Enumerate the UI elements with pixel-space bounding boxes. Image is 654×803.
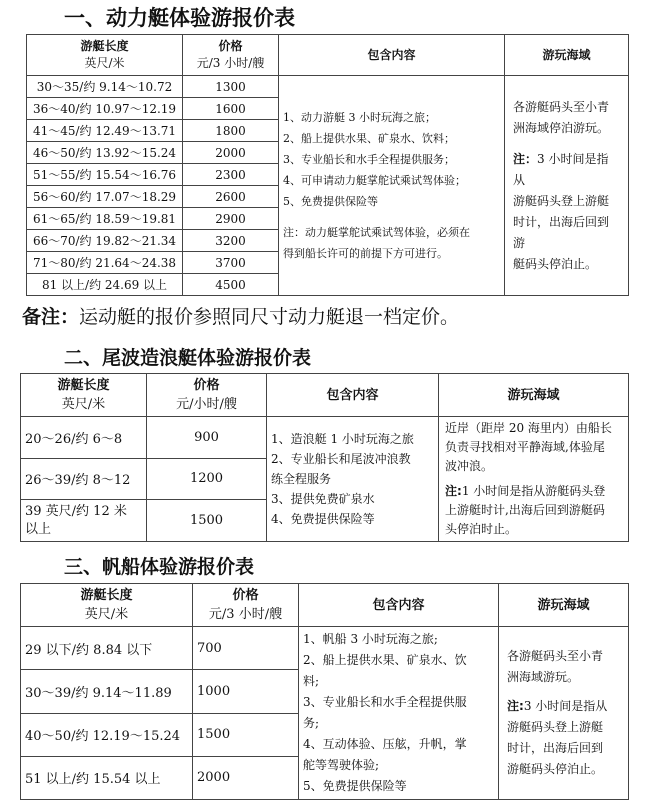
length-cell: 39 英尺/约 12 米 以上 <box>21 500 147 542</box>
header-area: 游玩海域 <box>499 584 629 627</box>
price-cell: 1200 <box>147 458 267 500</box>
price-cell: 700 <box>193 627 299 670</box>
table-header-row <box>21 374 629 417</box>
includes-cell: 1、帆船 3 小时玩海之旅; 2、船上提供水果、矿泉水、饮 料; 3、专业船长和水手全程提供服 务; 4、互动体验、压舷，升帆，掌 舵等驾驶体验; 5、免费提供保险等 <box>299 627 499 800</box>
powerboat-price-table <box>26 34 629 296</box>
length-cell: 20～26/约 6～8 <box>21 417 147 459</box>
section3-title: 三、帆船体验游报价表 <box>64 556 255 578</box>
length-cell: 26～39/约 8～12 <box>21 458 147 500</box>
length-cell: 81 以上/约 24.69 以上 <box>27 274 183 296</box>
length-cell: 30～35/约 9.14～10.72 <box>27 76 183 98</box>
length-cell: 51～55/约 15.54～16.76 <box>27 164 183 186</box>
area-cell: 近岸（距岸 20 海里内）由船长 负责寻找相对平静海域,体验尾 波冲浪。 注:1 小时间是指从游艇码头登 上游艇时计,出海后回到游艇码 头停泊时止。 <box>439 417 629 542</box>
header-includes: 包含内容 <box>267 374 439 417</box>
area-cell: 各游艇码头至小青 洲海域游玩。 注:3 小时间是指从 游艇码头登上游艇 时计，出海后回到 游艇码头停泊止。 <box>499 627 629 800</box>
length-cell: 66～70/约 19.82～21.34 <box>27 230 183 252</box>
table-row <box>21 627 629 670</box>
price-cell: 1500 <box>147 500 267 542</box>
price-cell: 4500 <box>183 274 279 296</box>
remark <box>22 302 459 329</box>
length-cell: 61～65/约 18.59～19.81 <box>27 208 183 230</box>
remark-text: 运动艇的报价参照同尺寸动力艇退一档定价。 <box>79 306 460 328</box>
section2-title: 二、尾波造浪艇体验游报价表 <box>64 347 312 369</box>
header-length: 游艇长度 英尺/米 <box>27 35 183 76</box>
length-cell: 41～45/约 12.49～13.71 <box>27 120 183 142</box>
length-cell: 51 以上/约 15.54 以上 <box>21 756 193 799</box>
price-cell: 2000 <box>193 756 299 799</box>
price-cell: 2600 <box>183 186 279 208</box>
table-header-row <box>21 584 629 627</box>
price-cell: 3700 <box>183 252 279 274</box>
length-cell: 71～80/约 21.64～24.38 <box>27 252 183 274</box>
header-length: 游艇长度 英尺/米 <box>21 584 193 627</box>
length-cell: 29 以下/约 8.84 以下 <box>21 627 193 670</box>
header-price: 价格 元/3 小时/艘 <box>193 584 299 627</box>
length-cell: 36～40/约 10.97～12.19 <box>27 98 183 120</box>
price-cell: 2000 <box>183 142 279 164</box>
price-cell: 1500 <box>193 713 299 756</box>
price-cell: 3200 <box>183 230 279 252</box>
header-area: 游玩海域 <box>439 374 629 417</box>
section1-title: 一、动力艇体验游报价表 <box>64 6 295 30</box>
price-cell: 1000 <box>193 670 299 713</box>
sailboat-price-table <box>20 583 629 800</box>
length-cell: 46～50/约 13.92～15.24 <box>27 142 183 164</box>
header-price: 价格 元/小时/艘 <box>147 374 267 417</box>
wakeboat-price-table <box>20 373 629 542</box>
table-header-row <box>27 35 629 76</box>
area-cell: 各游艇码头至小青 洲海域停泊游玩。 注：3 小时间是指从 游艇码头登上游艇 时计，出海后回到游 艇码头停泊止。 <box>505 76 629 296</box>
length-cell: 56～60/约 17.07～18.29 <box>27 186 183 208</box>
price-cell: 1300 <box>183 76 279 98</box>
includes-cell: 1、动力游艇 3 小时玩海之旅； 2、船上提供水果、矿泉水、饮料； 3、专业船长和水手全程提供服务； 4、可申请动力艇掌舵试乘试驾体验； 5、免费提供保险等 注：动力艇掌舵试乘试驾体验，必须在 得到船长许可的前提下方可进行。 <box>279 76 505 296</box>
price-cell: 1800 <box>183 120 279 142</box>
remark-label: 备注： <box>22 306 80 328</box>
price-cell: 2900 <box>183 208 279 230</box>
includes-cell: 1、造浪艇 1 小时玩海之旅 2、专业船长和尾波冲浪教 练全程服务 3、提供免费矿泉水 4、免费提供保险等 <box>267 417 439 542</box>
header-length: 游艇长度 英尺/米 <box>21 374 147 417</box>
price-cell: 900 <box>147 417 267 459</box>
table-row <box>27 76 629 98</box>
table-row <box>21 417 629 459</box>
length-cell: 30～39/约 9.14～11.89 <box>21 670 193 713</box>
header-includes: 包含内容 <box>279 35 505 76</box>
price-cell: 2300 <box>183 164 279 186</box>
header-price: 价格 元/3 小时/艘 <box>183 35 279 76</box>
price-cell: 1600 <box>183 98 279 120</box>
length-cell: 40～50/约 12.19～15.24 <box>21 713 193 756</box>
header-includes: 包含内容 <box>299 584 499 627</box>
header-area: 游玩海域 <box>505 35 629 76</box>
